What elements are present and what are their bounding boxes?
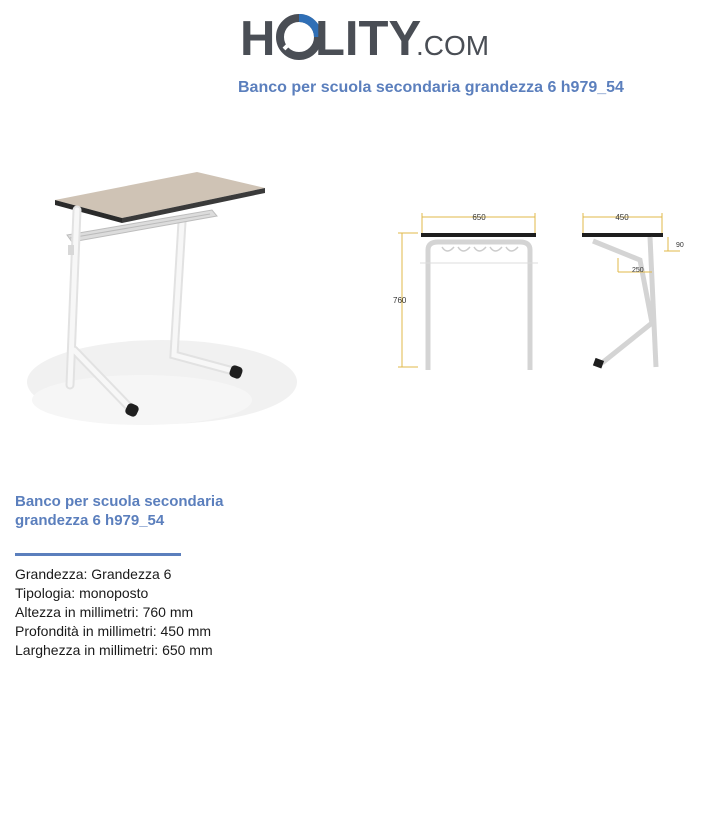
product-title: Banco per scuola secondaria grandezza 6 h979_54	[15, 493, 224, 529]
dim-height: 760	[393, 296, 407, 305]
holity-logo[interactable]	[240, 10, 490, 68]
spec-label: Grandezza	[15, 566, 84, 582]
spec-label: Altezza in millimetri	[15, 604, 135, 620]
page-title: Banco per scuola secondaria grandezza 6 h979_54	[238, 79, 624, 96]
spec-row: Larghezza in millimetri: 650 mm	[15, 642, 213, 658]
spec-value: 450 mm	[160, 623, 212, 639]
spec-value: Grandezza 6	[91, 566, 172, 582]
spec-value: 760 mm	[142, 604, 194, 620]
spec-row: Grandezza: Grandezza 6	[15, 566, 172, 582]
dim-offset: 250	[632, 267, 644, 274]
title-underline	[15, 553, 181, 556]
technical-drawing	[390, 205, 700, 380]
product-photo	[22, 160, 312, 435]
spec-row: Profondità in millimetri: 450 mm	[15, 623, 212, 639]
spec-value: 650 mm	[162, 642, 213, 658]
spec-value: monoposto	[79, 585, 149, 601]
spec-label: Larghezza in millimetri	[15, 642, 155, 658]
front-view	[393, 213, 538, 370]
logo-letters: LITY	[315, 12, 422, 66]
logo-letter-h: H	[240, 12, 276, 66]
spec-row: Tipologia: monoposto	[15, 585, 149, 601]
spec-list	[15, 565, 213, 660]
side-view	[582, 213, 684, 368]
dim-top-thickness: 90	[676, 242, 684, 249]
spec-label: Profondità in millimetri	[15, 623, 153, 639]
logo-suffix: .COM	[416, 30, 490, 61]
dim-front-width: 650	[472, 213, 486, 222]
spec-row: Altezza in millimetri: 760 mm	[15, 604, 194, 620]
spec-label: Tipologia	[15, 585, 72, 601]
dim-side-depth: 450	[615, 213, 629, 222]
